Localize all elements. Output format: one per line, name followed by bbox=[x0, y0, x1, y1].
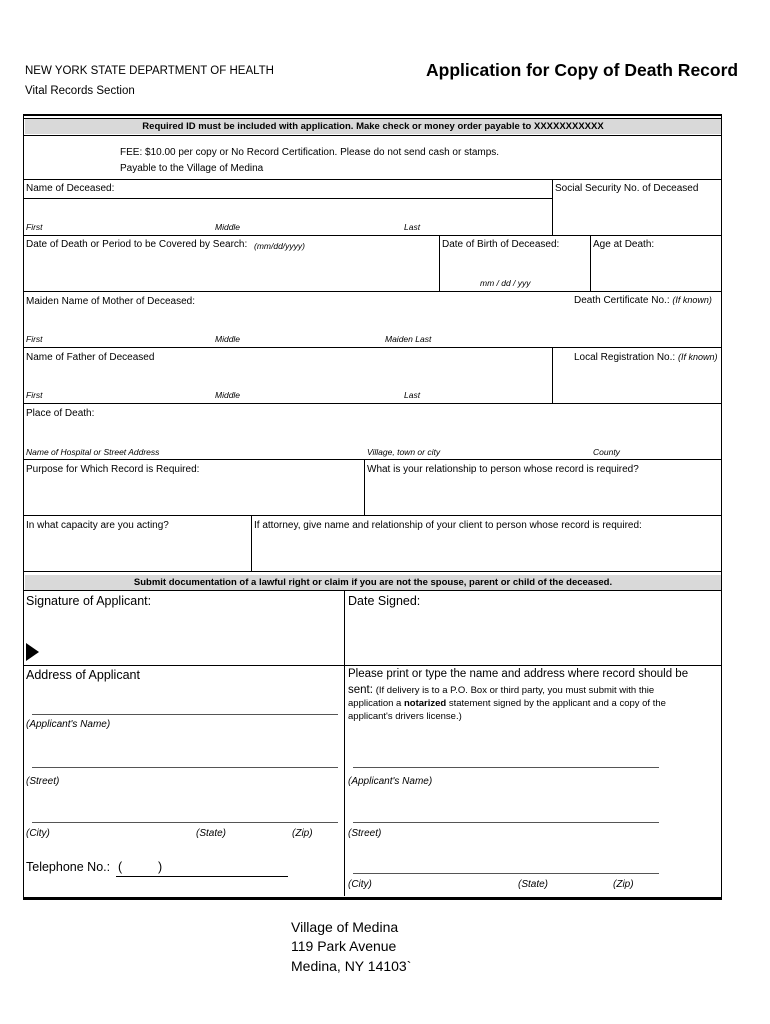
capacity-field[interactable] bbox=[23, 534, 251, 571]
form-top-border bbox=[23, 114, 722, 116]
rule bbox=[116, 876, 288, 877]
fee-text: FEE: $10.00 per copy or No Record Certification. Please do not send cash or stamps. bbox=[120, 147, 500, 158]
name-deceased-field[interactable] bbox=[23, 179, 552, 235]
ssn-field[interactable] bbox=[553, 198, 721, 235]
area-code-close: ) bbox=[158, 860, 163, 874]
rule bbox=[23, 665, 722, 666]
rule bbox=[23, 571, 722, 572]
arrow-pointer-icon bbox=[26, 643, 40, 661]
place-of-death-label: Place of Death: bbox=[26, 408, 95, 419]
attorney-field[interactable] bbox=[252, 534, 721, 571]
return-address-line1: Village of Medina bbox=[291, 919, 399, 935]
recipient-city-caption: (City) bbox=[348, 879, 372, 890]
village-caption: Village, town or city bbox=[367, 447, 441, 457]
rule bbox=[23, 459, 722, 460]
mail-to-sent: sent: (If delivery is to a P.O. Box or third party, you must submit with thie bbox=[348, 684, 655, 696]
date-signed-field[interactable] bbox=[346, 612, 720, 664]
dob-label: Date of Birth of Deceased: bbox=[442, 239, 560, 250]
submit-notice: Submit documentation of a lawful right or claim if you are not the spouse, parent or child of the deceased. bbox=[25, 575, 721, 590]
rule bbox=[23, 515, 722, 516]
hospital-caption: Name of Hospital or Street Address bbox=[26, 447, 160, 457]
rule bbox=[353, 767, 659, 768]
return-address-line3: Medina, NY 14103` bbox=[291, 958, 412, 974]
state-caption: (State) bbox=[196, 828, 227, 839]
agency-name: NEW YORK STATE DEPARTMENT OF HEALTH bbox=[25, 65, 274, 77]
form-right-border bbox=[721, 114, 722, 900]
rule bbox=[23, 590, 722, 591]
rule bbox=[353, 822, 659, 823]
recipient-state-caption: (State) bbox=[518, 879, 549, 890]
rule bbox=[23, 403, 722, 404]
county-caption: County bbox=[593, 447, 620, 457]
first-caption: First bbox=[26, 334, 43, 344]
father-name-field[interactable] bbox=[23, 366, 552, 403]
local-reg-field[interactable] bbox=[553, 366, 721, 403]
rule bbox=[32, 767, 338, 768]
middle-caption: Middle bbox=[215, 390, 241, 400]
maiden-last-caption: Maiden Last bbox=[385, 334, 432, 344]
name-deceased-label: Name of Deceased: bbox=[26, 183, 115, 194]
recipient-name-input[interactable] bbox=[353, 749, 659, 766]
date-format-caption: (mm/dd/yyyy) bbox=[254, 241, 305, 251]
id-notice: Required ID must be included with application. Make check or money order payable to XXXXXXXXXXX bbox=[25, 119, 721, 134]
zip-caption: (Zip) bbox=[292, 828, 313, 839]
rule bbox=[23, 347, 722, 348]
rule bbox=[23, 118, 722, 119]
recipient-name-caption: (Applicant's Name) bbox=[348, 776, 433, 787]
telephone-input[interactable] bbox=[116, 858, 288, 876]
father-name-label: Name of Father of Deceased bbox=[26, 352, 155, 363]
date-of-death-label: Date of Death or Period to be Covered by Search: bbox=[26, 239, 248, 250]
middle-caption: Middle bbox=[215, 334, 241, 344]
date-signed-label: Date Signed: bbox=[348, 594, 421, 608]
mother-name-field[interactable] bbox=[23, 310, 552, 347]
first-caption: First bbox=[26, 390, 43, 400]
recipient-zip-caption: (Zip) bbox=[613, 879, 634, 890]
mail-to-license: applicant's drivers license.) bbox=[348, 711, 462, 722]
last-caption: Last bbox=[404, 390, 421, 400]
telephone-label: Telephone No.: bbox=[26, 860, 111, 874]
middle-caption: Middle bbox=[215, 222, 241, 232]
relationship-label: What is your relationship to person whose record is required? bbox=[367, 464, 639, 475]
rule bbox=[344, 590, 345, 896]
applicant-name-input[interactable] bbox=[32, 696, 338, 713]
local-reg-label: Local Registration No.: (If known) bbox=[574, 352, 718, 363]
purpose-label: Purpose for Which Record is Required: bbox=[26, 464, 200, 475]
dob-field[interactable] bbox=[440, 252, 590, 276]
rule bbox=[23, 235, 722, 236]
return-address-line2: 119 Park Avenue bbox=[291, 938, 397, 954]
rule bbox=[23, 135, 722, 136]
dob-format-caption: mm / dd / yyy bbox=[480, 278, 531, 288]
page-title: Application for Copy of Death Record bbox=[426, 60, 739, 80]
mail-to-notarized: application a notarized statement signed by the applicant and a copy of the bbox=[348, 698, 666, 709]
street-caption: (Street) bbox=[26, 776, 60, 787]
capacity-label: In what capacity are you acting? bbox=[26, 520, 169, 531]
first-caption: First bbox=[26, 222, 43, 232]
rule bbox=[353, 873, 659, 874]
rule bbox=[32, 714, 338, 715]
recipient-street-input[interactable] bbox=[353, 804, 659, 821]
rule bbox=[32, 822, 338, 823]
signature-label: Signature of Applicant: bbox=[26, 594, 152, 608]
signature-field[interactable] bbox=[42, 612, 342, 664]
applicant-name-caption: (Applicant's Name) bbox=[26, 719, 111, 730]
age-field[interactable] bbox=[591, 252, 721, 291]
applicant-city-input[interactable] bbox=[32, 804, 338, 821]
city-caption: (City) bbox=[26, 828, 50, 839]
rule bbox=[23, 291, 722, 292]
form-bottom-border bbox=[23, 897, 722, 900]
applicant-street-input[interactable] bbox=[32, 749, 338, 766]
place-of-death-field[interactable] bbox=[23, 422, 721, 446]
ssn-label: Social Security No. of Deceased bbox=[555, 183, 699, 194]
address-label: Address of Applicant bbox=[26, 668, 140, 682]
mail-to-instructions: Please print or type the name and address where record should be bbox=[348, 668, 689, 680]
area-code-open: ( bbox=[118, 860, 123, 874]
recipient-street-caption: (Street) bbox=[348, 828, 382, 839]
section-name: Vital Records Section bbox=[25, 85, 135, 97]
age-label: Age at Death: bbox=[593, 239, 655, 250]
death-cert-label: Death Certificate No.: (If known) bbox=[574, 295, 712, 306]
recipient-city-input[interactable] bbox=[353, 855, 659, 872]
date-of-death-field[interactable] bbox=[23, 252, 439, 291]
last-caption: Last bbox=[404, 222, 421, 232]
payable-text: Payable to the Village of Medina bbox=[120, 163, 264, 174]
purpose-field[interactable] bbox=[23, 478, 364, 515]
mother-name-label: Maiden Name of Mother of Deceased: bbox=[26, 296, 195, 307]
attorney-label: If attorney, give name and relationship of your client to person whose record is required: bbox=[254, 520, 642, 531]
relationship-field[interactable] bbox=[365, 478, 721, 515]
death-cert-field[interactable] bbox=[553, 310, 721, 347]
